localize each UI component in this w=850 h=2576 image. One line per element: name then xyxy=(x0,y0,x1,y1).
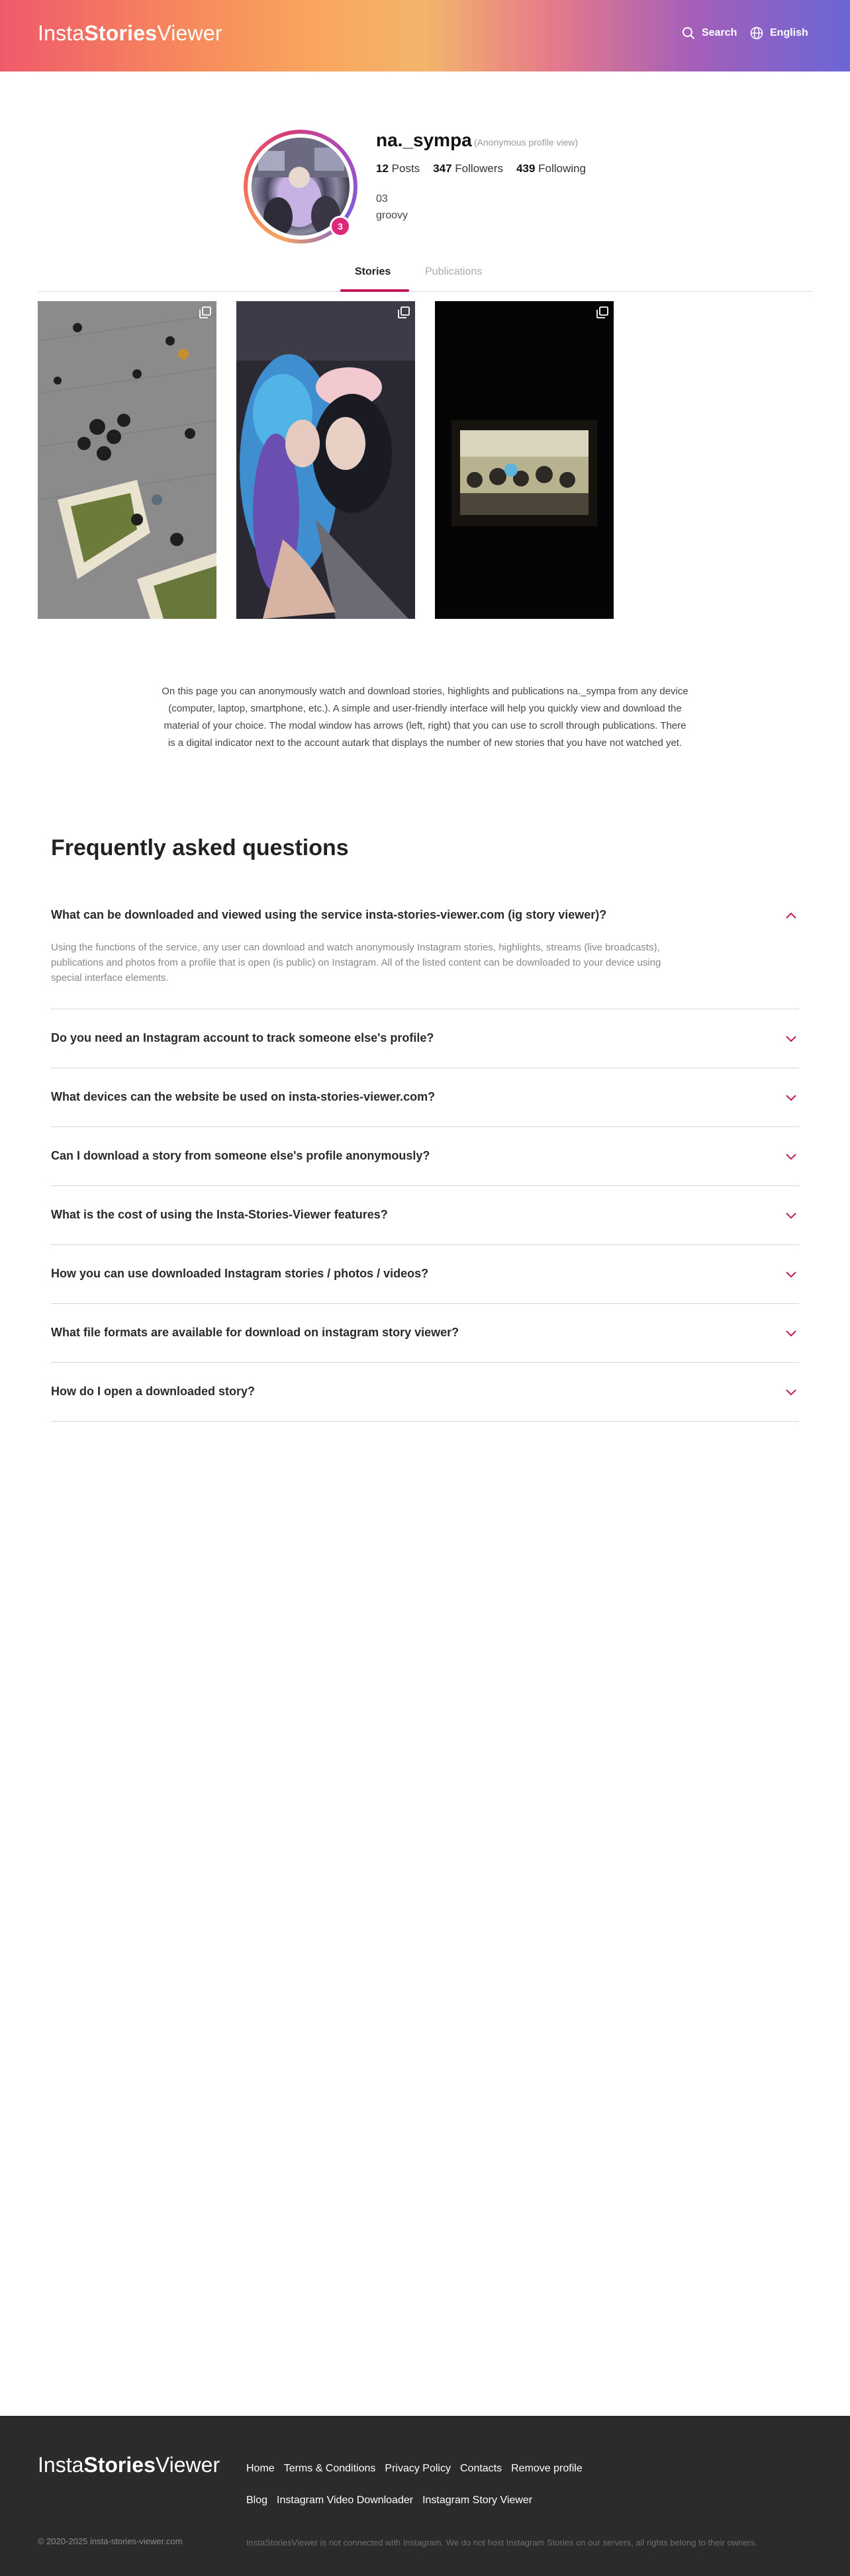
faq-question[interactable]: What devices can the website be used on insta-stories-viewer.com? xyxy=(51,1090,436,1103)
profile-stats xyxy=(376,162,586,175)
story-card[interactable] xyxy=(38,301,216,619)
site-logo[interactable] xyxy=(38,21,222,46)
faq-question[interactable]: Can I download a story from someone else's profile anonymously? xyxy=(51,1149,430,1162)
multiple-media-icon xyxy=(596,306,608,318)
language-selector[interactable] xyxy=(750,26,808,40)
faq-question[interactable]: Do you need an Instagram account to track someone else's profile? xyxy=(51,1031,434,1044)
followers-label: Followers xyxy=(455,162,504,175)
posts-count: 12 xyxy=(376,162,389,175)
search-icon xyxy=(682,26,695,40)
story-thumbnail-crowd-square xyxy=(38,301,216,619)
faq-question[interactable]: What is the cost of using the Insta-Stories-Viewer features? xyxy=(51,1208,388,1221)
faq-item[interactable] xyxy=(51,1127,799,1186)
chevron-down-icon[interactable] xyxy=(786,1271,796,1278)
tab-stories[interactable]: Stories xyxy=(355,266,391,277)
chevron-down-icon[interactable] xyxy=(786,1330,796,1337)
faq-item[interactable] xyxy=(51,1068,799,1127)
active-tab-indicator xyxy=(340,289,409,292)
tabs-divider xyxy=(38,291,812,292)
story-thumbnail-framed-photo xyxy=(435,301,614,619)
chevron-down-icon[interactable] xyxy=(786,1095,796,1101)
footer-copyright: © 2020-2025 insta-stories-viewer.com xyxy=(38,2536,183,2546)
following-count: 439 xyxy=(516,162,536,175)
chevron-up-icon[interactable] xyxy=(786,912,796,919)
chevron-down-icon[interactable] xyxy=(786,1154,796,1160)
chevron-down-icon[interactable] xyxy=(786,1389,796,1396)
footer-link-privacy[interactable]: Privacy Policy xyxy=(385,2463,451,2474)
faq-question[interactable]: What can be downloaded and viewed using the service insta-stories-viewer.com (ig story viewer)? xyxy=(51,908,607,921)
search-button[interactable] xyxy=(682,26,737,40)
chevron-down-icon[interactable] xyxy=(786,1213,796,1219)
site-header xyxy=(0,0,850,71)
footer-link-remove-profile[interactable]: Remove profile xyxy=(511,2463,583,2474)
site-footer xyxy=(0,2416,850,2576)
footer-link-story-viewer[interactable]: Instagram Story Viewer xyxy=(422,2495,533,2506)
faq-title: Frequently asked questions xyxy=(51,835,349,860)
logo-text-stories: Stories xyxy=(84,21,158,45)
multiple-media-icon xyxy=(398,306,410,318)
bio-line: groovy xyxy=(376,210,408,221)
faq-question[interactable]: How do I open a downloaded story? xyxy=(51,1385,256,1398)
footer-links-primary xyxy=(246,2463,583,2475)
faq-item[interactable] xyxy=(51,1245,799,1304)
followers-stat xyxy=(433,162,503,175)
search-label: Search xyxy=(702,27,737,38)
footer-link-blog[interactable]: Blog xyxy=(246,2495,268,2506)
logo-text-insta: Insta xyxy=(38,21,85,45)
multiple-media-icon xyxy=(199,306,211,318)
tab-publications[interactable]: Publications xyxy=(425,266,483,277)
profile-bio xyxy=(376,191,408,224)
faq-answer: Using the functions of the service, any user can download and watch anonymously Instagram stories, highlights, streams (live broadcasts), publications and photos from a profile that is open (is public) on Instagram. All of the listed content can be downloaded to your device using special interface elements. xyxy=(51,942,661,984)
story-thumbnail-selfie xyxy=(236,301,415,619)
chevron-down-icon[interactable] xyxy=(786,1036,796,1042)
faq-item[interactable] xyxy=(51,1304,799,1363)
footer-logo[interactable] xyxy=(38,2453,220,2477)
footer-logo-viewer: Viewer xyxy=(155,2453,220,2477)
language-label: English xyxy=(770,27,808,38)
globe-icon xyxy=(750,26,763,40)
footer-link-video-downloader[interactable]: Instagram Video Downloader xyxy=(277,2495,414,2506)
new-stories-count-badge: 3 xyxy=(330,216,351,237)
faq-item[interactable] xyxy=(51,1186,799,1245)
footer-logo-insta: Insta xyxy=(38,2453,84,2477)
footer-logo-stories: Stories xyxy=(83,2453,156,2477)
faq-question[interactable]: How you can use downloaded Instagram stories / photos / videos? xyxy=(51,1267,429,1280)
posts-stat xyxy=(376,162,420,175)
footer-links-secondary xyxy=(246,2495,532,2507)
footer-link-home[interactable]: Home xyxy=(246,2463,275,2474)
following-stat xyxy=(516,162,586,175)
profile-username: na._sympa xyxy=(376,130,472,150)
footer-link-contacts[interactable]: Contacts xyxy=(459,2463,502,2474)
page-description: On this page you can anonymously watch and download stories, highlights and publications na._sympa from any device (computer, laptop, smartphone, etc.). A simple and user-friendly interface will help you quickly view and download the material of your choice. The modal window has arrows (left, right) that you can use to scroll through publications. There is a digital indicator next to the account autark that displays the number of new stories that you have not watched yet. xyxy=(162,686,688,749)
footer-link-terms[interactable]: Terms & Conditions xyxy=(283,2463,376,2474)
anonymous-view-label: (Anonymous profile view) xyxy=(474,137,579,148)
faq-item[interactable] xyxy=(51,1009,799,1068)
faq-question[interactable]: What file formats are available for download on instagram story viewer? xyxy=(51,1326,459,1339)
faq-item[interactable] xyxy=(51,1363,799,1422)
logo-text-viewer: Viewer xyxy=(157,21,222,45)
footer-disclaimer: InstaStoriesViewer is not connected with Instagram. We do not host Instagram Stories on our servers, all rights belong to their owners. xyxy=(246,2538,757,2548)
followers-count: 347 xyxy=(433,162,452,175)
story-card[interactable] xyxy=(435,301,614,619)
story-card[interactable] xyxy=(236,301,415,619)
faq-item-expanded[interactable] xyxy=(51,894,799,1009)
posts-label: Posts xyxy=(391,162,420,175)
following-label: Following xyxy=(538,162,586,175)
bio-line: 03 xyxy=(376,193,388,205)
